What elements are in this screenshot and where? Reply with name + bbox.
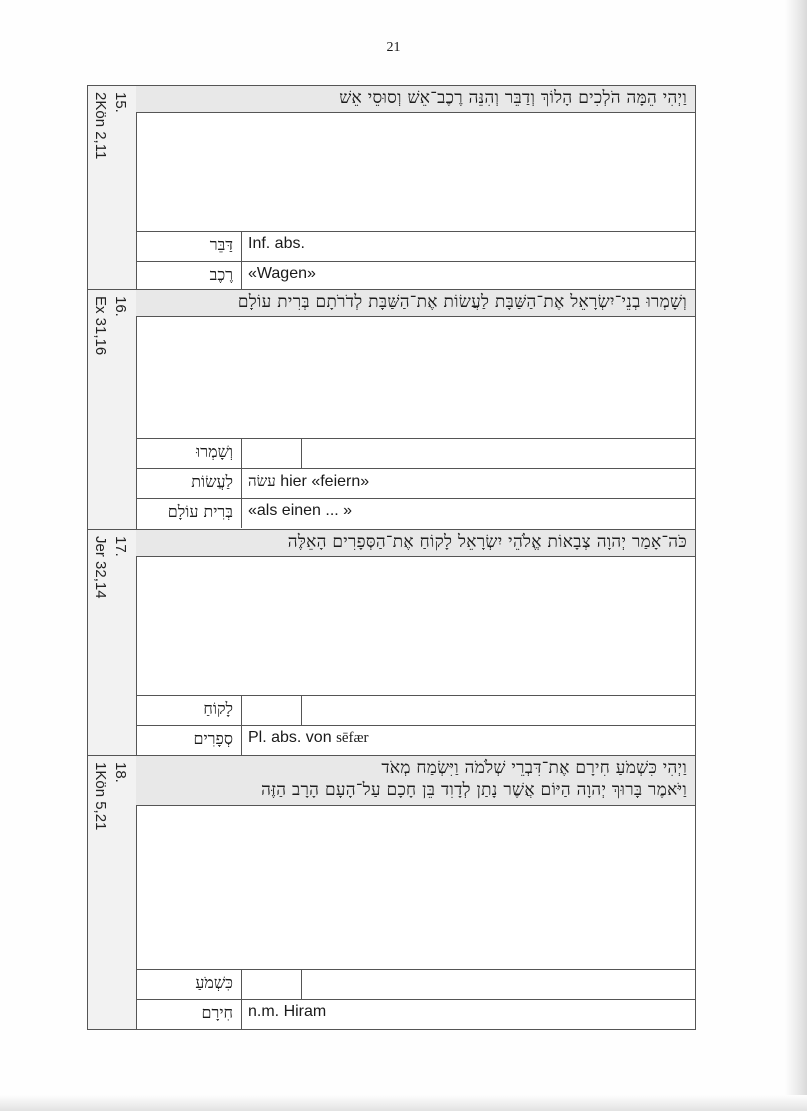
scan-shadow-right [785, 0, 807, 1111]
vocab-note [248, 469, 691, 501]
page-number: 21 [386, 40, 401, 55]
vocab-blank-cell[interactable] [242, 970, 302, 999]
vocab-row [136, 1000, 695, 1029]
vocab-note-text: Pl. abs. von [248, 729, 332, 746]
exercise-number: 16. [112, 296, 129, 317]
vocab-root: עשׂה [248, 472, 276, 490]
vocab-row [136, 439, 695, 469]
vocab-hebrew-word: וְשָׁמְרוּ [136, 439, 242, 468]
vocab-hebrew-word: חִירָם [136, 1000, 242, 1029]
vocab-note-text: hier «feiern» [280, 473, 370, 490]
exercise-number: 17. [112, 536, 129, 557]
vocab-note: «Wagen» [248, 265, 316, 282]
hebrew-verse [136, 290, 695, 317]
exercise-16 [87, 289, 696, 530]
vocab-hebrew-word: לַעֲשׂוֹת [136, 469, 242, 498]
translation-answer-area[interactable] [136, 317, 695, 439]
vocab-row [136, 469, 695, 499]
vocab-hebrew-word: כִּשְׁמֹעַ [136, 970, 242, 999]
exercise-17 [87, 529, 696, 756]
vocab-hebrew-word: רֶכֶב [136, 262, 242, 291]
vocab-hebrew-word: בְּרִית עוֹלָם [136, 499, 242, 528]
exercise-number: 15. [112, 92, 129, 113]
vocab-note [248, 726, 691, 758]
vocab-row [136, 262, 695, 291]
vocab-row [136, 696, 695, 726]
vocab-note: Inf. abs. [248, 235, 305, 252]
reference-column [88, 290, 137, 529]
vocab-note: n.m. Hiram [248, 1003, 327, 1020]
vocab-hebrew-word: סְפָרִים [136, 726, 242, 755]
bible-citation: 1Kön 5,21 [92, 762, 109, 831]
verse-reference [90, 536, 130, 599]
bible-citation: Jer 32,14 [92, 536, 109, 599]
verse-reference [90, 762, 130, 830]
vocab-hebrew-word: לָקוֹחַ [136, 696, 242, 725]
vocab-row [136, 726, 695, 755]
vocab-blank-cell[interactable] [242, 696, 302, 725]
bible-citation: Ex 31,16 [92, 296, 109, 356]
vocab-row [136, 232, 695, 262]
exercise-18 [87, 755, 696, 1030]
vocab-transliteration: sēfær [336, 730, 369, 746]
translation-answer-area[interactable] [136, 557, 695, 696]
bible-citation: 2Kön 2,11 [92, 92, 109, 160]
reference-column [88, 530, 137, 755]
hebrew-verse [136, 86, 695, 113]
scan-shadow-bottom [0, 1095, 807, 1111]
exercise-15 [87, 85, 696, 290]
vocab-hebrew-word: דַּבֵּר [136, 232, 242, 261]
verse-reference [90, 92, 130, 159]
translation-answer-area[interactable] [136, 113, 695, 232]
verse-line: וַיֹּאמֶר בָּרוּךְ יְהוָה הַיּוֹם אֲשֶׁר נָתַן לְדָוִד בֵּן חָכָם עַל־הָעָם הָרָב הַזֶּה [261, 780, 687, 800]
hebrew-verse [136, 530, 695, 557]
verse-line: וַיְהִי כִּשְׁמֹעַ חִירָם אֶת־דִּבְרֵי שְׁלֹמֹה וַיִּשְׂמַח מְאֹד [381, 758, 687, 778]
exercise-number: 18. [112, 762, 129, 783]
vocab-row [136, 970, 695, 1000]
translation-answer-area[interactable] [136, 806, 695, 970]
verse-line: וַיְהִי הֵמָּה הֹלְכִים הָלוֹךְ וְדַבֵּר וְהִנֵּה רֶכֶב־אֵשׁ וְסוּסֵי אֵשׁ [339, 88, 687, 108]
hebrew-verse [136, 756, 695, 806]
verse-line: וְשָׁמְרוּ בְנֵי־יִשְׂרָאֵל אֶת־הַשַּׁבָּת לַעֲשׂוֹת אֶת־הַשַּׁבָּת לְדֹרֹתָם בְּרִית עוֹלָם [237, 292, 687, 312]
verse-line: כֹּה־אָמַר יְהוָה צְבָאוֹת אֱלֹהֵי יִשְׂרָאֵל לָקוֹחַ אֶת־הַסְּפָרִים הָאֵלֶּה [287, 532, 687, 552]
vocab-row [136, 499, 695, 528]
reference-column [88, 756, 137, 1029]
reference-column [88, 86, 137, 289]
verse-reference [90, 296, 130, 355]
vocab-note: «als einen ... » [248, 502, 353, 519]
vocab-blank-cell[interactable] [242, 439, 302, 468]
